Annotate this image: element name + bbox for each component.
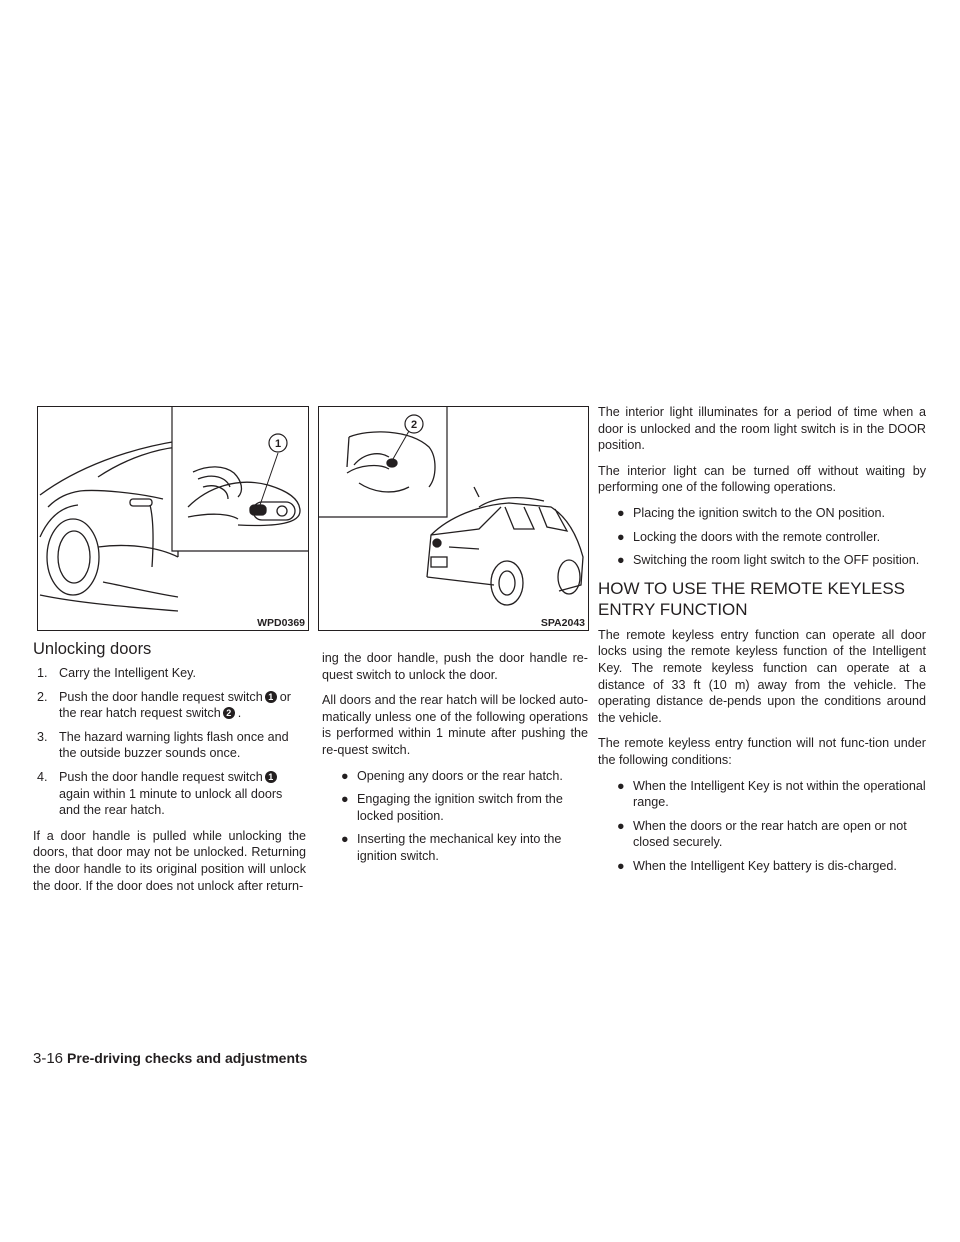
list-item: ● Inserting the mechanical key into the ignition switch. <box>341 832 562 863</box>
step-item: 2. Push the door handle request switch 1 or the rear hatch request switch 2 . <box>37 689 291 721</box>
callout-1: 1 <box>274 438 282 450</box>
list-item: ● When the Intelligent Key is not within the operational range. <box>617 778 926 810</box>
bullet-list <box>598 505 926 569</box>
callout-1-inline: 1 <box>265 771 277 783</box>
figure-door-handle <box>37 406 309 631</box>
list-item: ● Placing the ignition switch to the ON position. <box>617 505 886 520</box>
list-item: ● Locking the doors with the remote controller. <box>617 529 881 544</box>
figure-code: WPD0369 <box>257 617 305 629</box>
column-3 <box>598 404 926 883</box>
list-item: ● When the Intelligent Key battery is dis-charged. <box>617 858 897 873</box>
list-item: ● When the doors or the rear hatch are open or not closed securely. <box>617 818 907 850</box>
paragraph: The remote keyless entry function will not func-tion under the following conditions: <box>598 736 926 767</box>
bullet-list <box>322 768 588 865</box>
step-item: 3. The hazard warning lights flash once and the outside buzzer sounds once. <box>37 729 289 761</box>
callout-2-inline: 2 <box>223 707 235 719</box>
column-1 <box>33 640 306 903</box>
list-item: ● Engaging the ignition switch from the locked position. <box>341 792 563 823</box>
section-heading-remote-keyless: HOW TO USE THE REMOTE KEYLESS ENTRY FUNCTION <box>598 578 906 619</box>
list-item: ● Opening any doors or the rear hatch. <box>341 768 563 783</box>
unlock-steps <box>33 665 306 819</box>
page-footer <box>33 1050 307 1067</box>
figure-rear-hatch <box>318 406 589 631</box>
callout-1-inline: 1 <box>265 691 277 703</box>
bullet-list <box>598 778 926 875</box>
paragraph: ing the door handle, push the door handle re-quest switch to unlock the door. <box>322 651 588 682</box>
paragraph: The interior light can be turned off without waiting by performing one of the following operations. <box>598 463 926 495</box>
section-heading-unlocking-doors: Unlocking doors <box>33 640 152 658</box>
chapter-title: Pre-driving checks and adjustments <box>67 1050 308 1066</box>
callout-2: 2 <box>410 419 418 431</box>
paragraph: The interior light illuminates for a period of time when a door is unlocked and the room light switch is in the DOOR position. <box>598 405 926 453</box>
step-item: 4. Push the door handle request switch 1 again within 1 minute to unlock all doors and the rear hatch. <box>37 769 283 818</box>
rear-hatch-illustration <box>319 407 588 630</box>
list-item: ● Switching the room light switch to the OFF position. <box>617 553 920 568</box>
step-item: 1. Carry the Intelligent Key. <box>37 666 196 680</box>
door-handle-illustration <box>38 407 308 630</box>
figure-code: SPA2043 <box>540 617 585 629</box>
paragraph: If a door handle is pulled while unlocking the doors, that door may not be unlocked. Returning the door handle to its original position will unlock the door. If the door does not unlock after return- <box>33 828 306 893</box>
column-2 <box>322 650 588 874</box>
paragraph: The remote keyless entry function can operate all door locks using the remote keyless function of the Intelligent Key. The remote keyless function can operate at a distance of 33 ft (10 m) away from the vehicle. The operating distance de-pends upon the conditions around the vehicle. <box>598 627 926 725</box>
paragraph: All doors and the rear hatch will be locked auto-matically unless one of the following operations is performed within 1 minute after pushing the re-quest switch. <box>322 693 588 757</box>
page-number: 3-16 <box>33 1050 64 1067</box>
